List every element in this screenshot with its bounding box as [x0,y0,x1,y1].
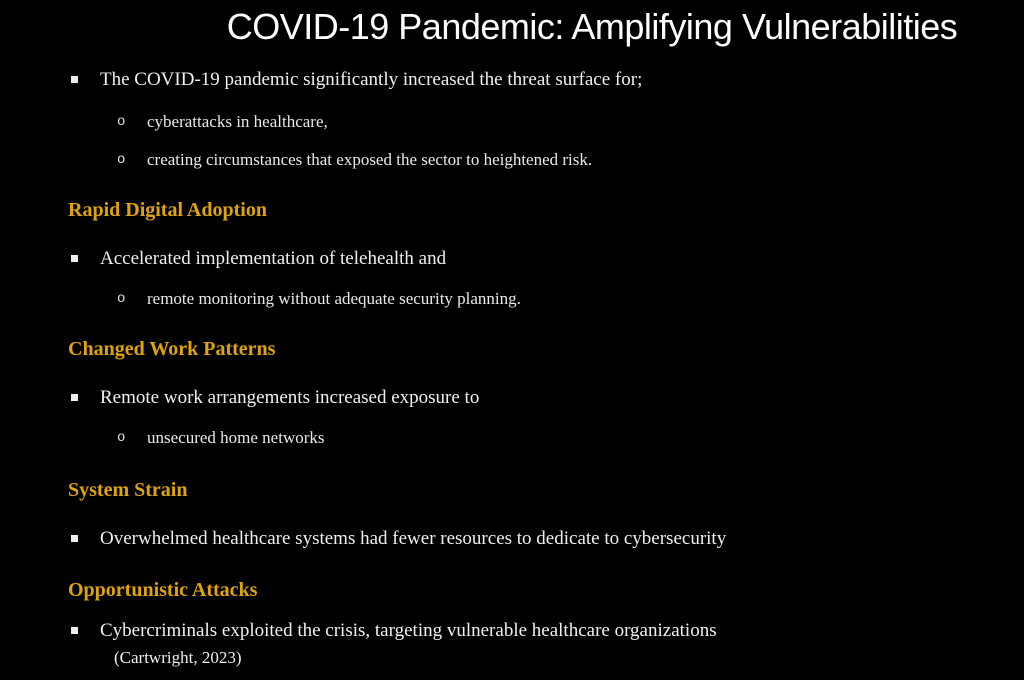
section-heading-text: Rapid Digital Adoption [68,199,267,221]
section-heading [0,197,1024,223]
bullet-item-text: Overwhelmed healthcare systems had fewer resources to dedicate to cybersecurity [100,528,727,549]
square-bullet-icon [71,255,78,262]
bullet-item-text: Cybercriminals exploited the crisis, targeting vulnerable healthcare organizations [100,620,717,641]
citation-text: (Cartwright, 2023) [114,648,242,667]
bullet-item-text: Remote work arrangements increased exposure to [100,387,480,408]
sub-bullet-item-text: creating circumstances that exposed the sector to heightened risk. [147,150,593,169]
bullet-item [0,68,1024,92]
bullet-item [0,527,1024,551]
bullet-item [0,619,1024,643]
bullet-item-text: The COVID-19 pandemic significantly increased the threat surface for; [100,69,643,90]
sub-bullet-item-text: unsecured home networks [147,428,325,447]
sub-bullet-item [0,289,1024,309]
bullet-item-text: Accelerated implementation of telehealth and [100,248,447,269]
section-heading-text: System Strain [68,479,188,501]
slide-body [0,68,1024,668]
circle-bullet-icon: o [117,430,126,446]
circle-bullet-icon: o [117,114,126,130]
square-bullet-icon [71,627,78,634]
bullet-item [0,247,1024,271]
square-bullet-icon [71,535,78,542]
section-heading-text: Opportunistic Attacks [68,579,258,601]
circle-bullet-icon: o [117,152,126,168]
section-heading [0,577,1024,603]
square-bullet-icon [71,394,78,401]
square-bullet-icon [71,76,78,83]
section-heading [0,477,1024,503]
sub-bullet-item-text: cyberattacks in healthcare, [147,112,328,131]
section-heading [0,336,1024,362]
bullet-item [0,386,1024,410]
sub-bullet-item [0,112,1024,132]
sub-bullet-item [0,428,1024,448]
section-heading-text: Changed Work Patterns [68,338,276,360]
sub-bullet-item [0,150,1024,170]
circle-bullet-icon: o [117,291,126,307]
slide-title: COVID-19 Pandemic: Amplifying Vulnerabilities [226,6,958,47]
citation [0,648,1024,668]
sub-bullet-item-text: remote monitoring without adequate security planning. [147,289,521,308]
